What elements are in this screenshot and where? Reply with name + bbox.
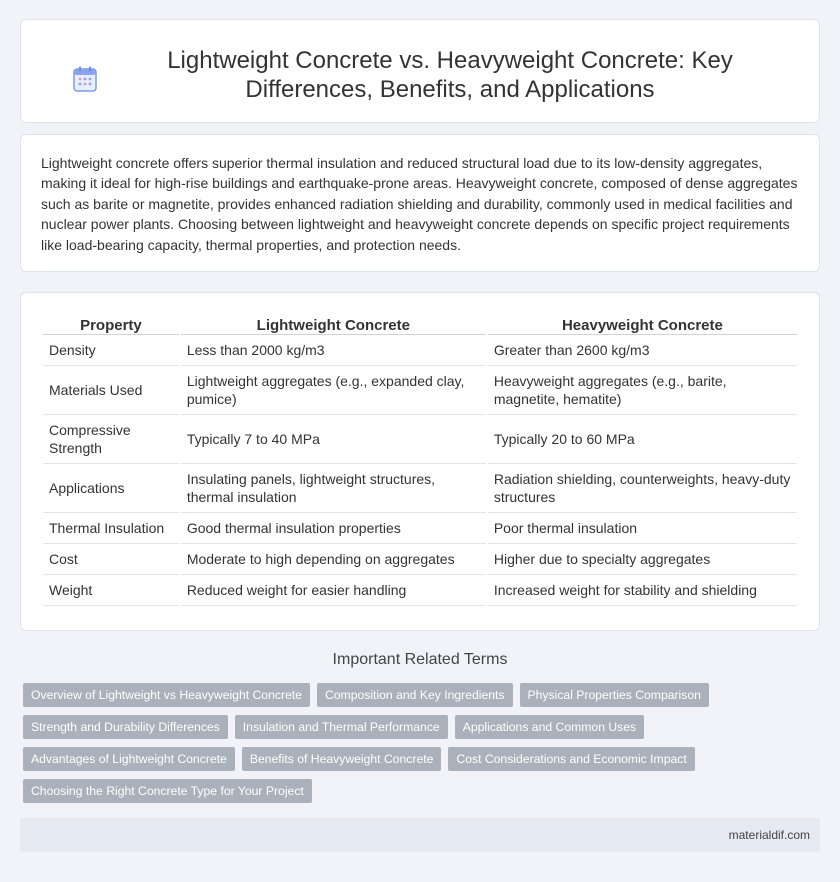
table-row bbox=[43, 544, 797, 575]
lightweight-cell: Moderate to high depending on aggregates bbox=[181, 544, 486, 575]
table-row bbox=[43, 513, 797, 544]
property-cell: Weight bbox=[43, 575, 179, 606]
related-term-tag[interactable]: Overview of Lightweight vs Heavyweight Concrete bbox=[23, 683, 310, 707]
table-row bbox=[43, 335, 797, 366]
comparison-table-card bbox=[20, 292, 820, 631]
related-term-tag[interactable]: Composition and Key Ingredients bbox=[317, 683, 513, 707]
comparison-table bbox=[41, 313, 799, 606]
header-heavyweight: Heavyweight Concrete bbox=[488, 313, 797, 335]
calendar-icon bbox=[73, 66, 97, 92]
heavyweight-cell: Greater than 2600 kg/m3 bbox=[488, 335, 797, 366]
property-cell: Density bbox=[43, 335, 179, 366]
property-cell: Materials Used bbox=[43, 366, 179, 415]
lightweight-cell: Typically 7 to 40 MPa bbox=[181, 415, 486, 464]
property-cell: Cost bbox=[43, 544, 179, 575]
related-terms-list bbox=[23, 683, 823, 811]
related-term-tag[interactable]: Applications and Common Uses bbox=[455, 715, 644, 739]
table-header-row bbox=[43, 313, 797, 335]
related-term-tag[interactable]: Advantages of Lightweight Concrete bbox=[23, 747, 235, 771]
footer bbox=[20, 818, 820, 852]
related-term-tag[interactable]: Strength and Durability Differences bbox=[23, 715, 228, 739]
table-row bbox=[43, 575, 797, 606]
heavyweight-cell: Poor thermal insulation bbox=[488, 513, 797, 544]
lightweight-cell: Lightweight aggregates (e.g., expanded clay, pumice) bbox=[181, 366, 486, 415]
heavyweight-cell: Heavyweight aggregates (e.g., barite, magnetite, hematite) bbox=[488, 366, 797, 415]
lightweight-cell: Good thermal insulation properties bbox=[181, 513, 486, 544]
footer-site-link[interactable]: materialdif.com bbox=[728, 828, 810, 842]
lightweight-cell: Reduced weight for easier handling bbox=[181, 575, 486, 606]
heavyweight-cell: Higher due to specialty aggregates bbox=[488, 544, 797, 575]
title-card bbox=[20, 19, 820, 123]
heavyweight-cell: Radiation shielding, counterweights, heavy-duty structures bbox=[488, 464, 797, 513]
heavyweight-cell: Increased weight for stability and shielding bbox=[488, 575, 797, 606]
property-cell: Thermal Insulation bbox=[43, 513, 179, 544]
header-property: Property bbox=[43, 313, 179, 335]
related-term-tag[interactable]: Insulation and Thermal Performance bbox=[235, 715, 448, 739]
lightweight-cell: Less than 2000 kg/m3 bbox=[181, 335, 486, 366]
property-cell: Applications bbox=[43, 464, 179, 513]
table-row bbox=[43, 415, 797, 464]
related-terms-heading: Important Related Terms bbox=[332, 651, 508, 668]
heavyweight-cell: Typically 20 to 60 MPa bbox=[488, 415, 797, 464]
related-term-tag[interactable]: Choosing the Right Concrete Type for Your Project bbox=[23, 779, 312, 803]
page-title: Lightweight Concrete vs. Heavyweight Concrete: Key Differences, Benefits, and Applications bbox=[167, 47, 733, 103]
intro-card bbox=[20, 134, 820, 272]
header-lightweight: Lightweight Concrete bbox=[181, 313, 486, 335]
table-row bbox=[43, 366, 797, 415]
related-term-tag[interactable]: Cost Considerations and Economic Impact bbox=[448, 747, 694, 771]
related-term-tag[interactable]: Benefits of Heavyweight Concrete bbox=[242, 747, 442, 771]
table-row bbox=[43, 464, 797, 513]
property-cell: Compressive Strength bbox=[43, 415, 179, 464]
related-term-tag[interactable]: Physical Properties Comparison bbox=[520, 683, 709, 707]
lightweight-cell: Insulating panels, lightweight structures, thermal insulation bbox=[181, 464, 486, 513]
intro-paragraph: Lightweight concrete offers superior thermal insulation and reduced structural load due to its low-density aggregates, making it ideal for high-rise buildings and earthquake-prone areas. Heavyweight concrete, composed of dense aggregates such as barite or magnetite, provides enhanced radiation shielding and durability, commonly used in medical facilities and nuclear power plants. Choosing between lightweight and heavyweight concrete depends on specific project requirements like load-bearing capacity, thermal properties, and protection needs. bbox=[41, 155, 798, 253]
